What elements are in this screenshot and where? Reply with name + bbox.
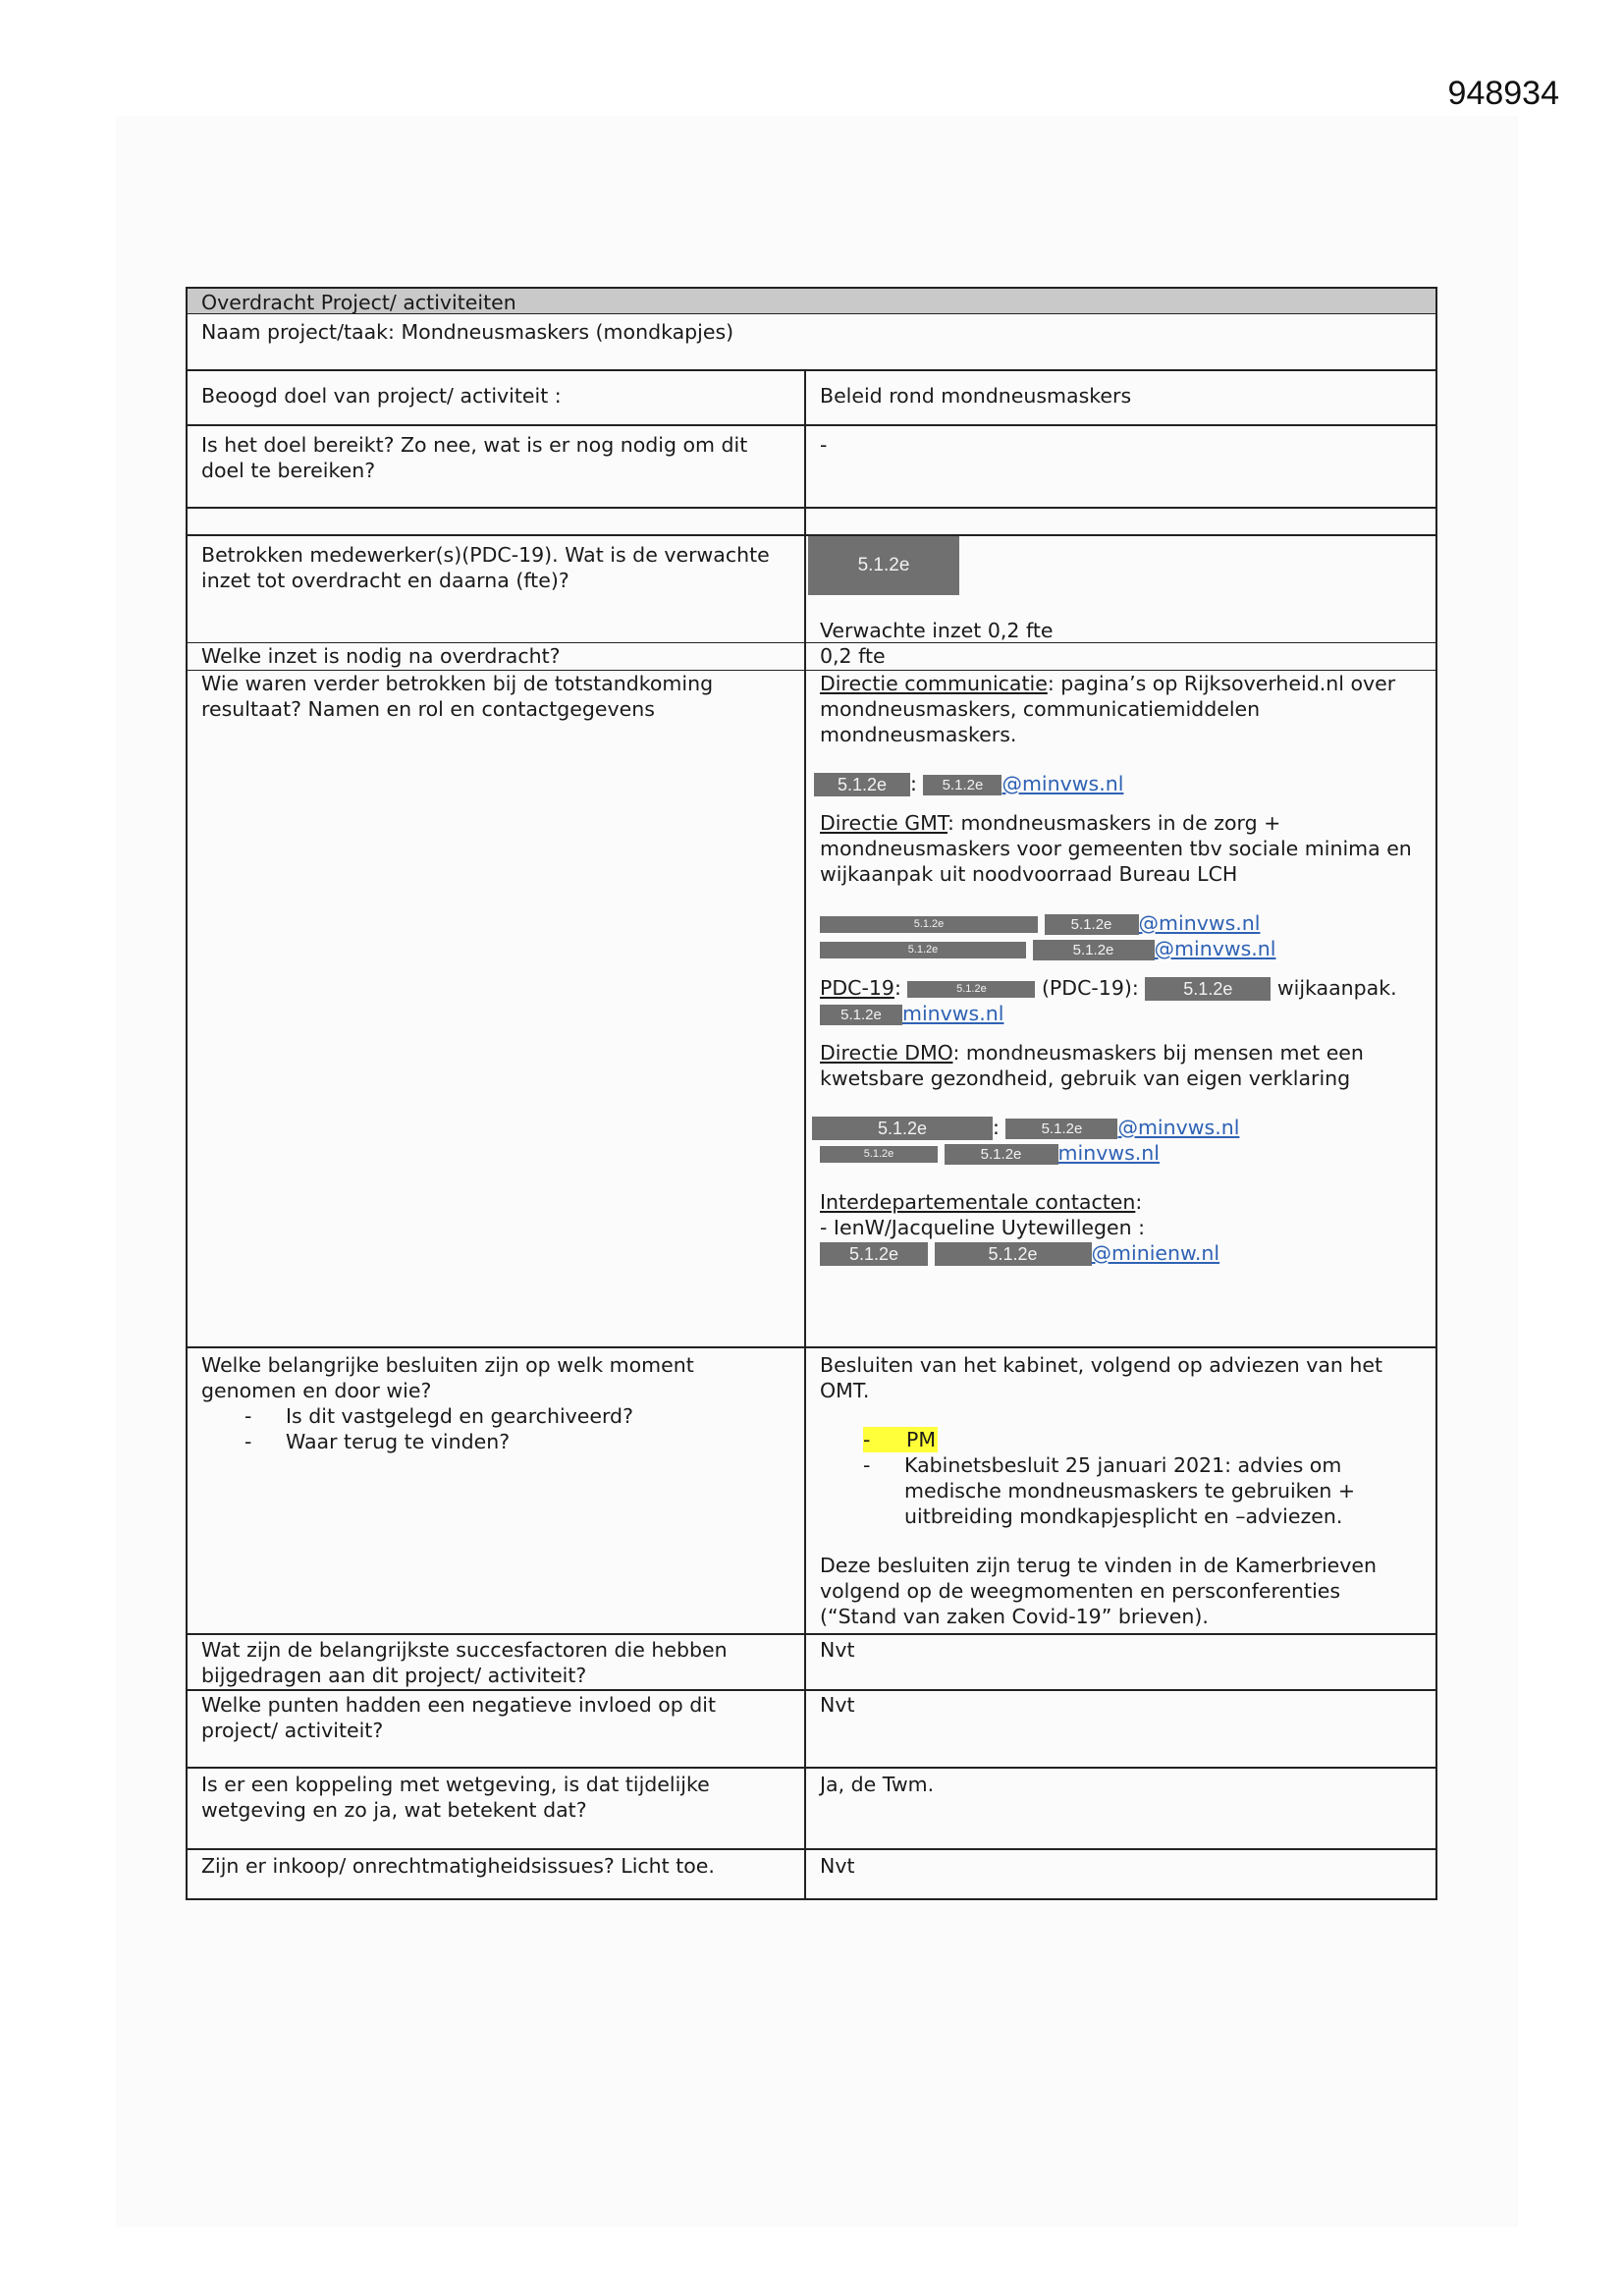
redaction-block: 5.1.2e: [812, 1117, 993, 1140]
gmt-contact-1: [820, 910, 1422, 936]
goal-answer: Beleid rond mondneusmaskers: [820, 384, 1132, 408]
gmt-block: [820, 810, 1422, 887]
procurement-answer: Nvt: [820, 1854, 855, 1878]
procurement-question: Zijn er inkoop/ onrechtmatigheidsissues? Licht toe.: [188, 1850, 806, 1898]
goal-question: Beoogd doel van project/ activiteit :: [188, 371, 806, 424]
row-empty: [188, 507, 1435, 534]
communicatie-contact: [820, 771, 1422, 796]
dmo-contact-2: [820, 1140, 1422, 1166]
decisions-answer: [806, 1348, 1435, 1633]
communicatie-block: [820, 671, 1422, 747]
gmt-email-link-1[interactable]: @minvws.nl: [1138, 911, 1261, 935]
redaction-block: 5.1.2e: [814, 773, 910, 796]
dmo-contact-1: [820, 1115, 1422, 1140]
redaction-block: 5.1.2e: [820, 942, 1026, 958]
stakeholders-answer: [806, 671, 1435, 1346]
staff-question: Betrokken medewerker(s)(PDC-19). Wat is de verwachte inzet tot overdracht en daarna (fte)?: [188, 536, 806, 642]
form-title: Overdracht Project/ activiteiten: [201, 291, 516, 314]
redaction-block: 5.1.2e: [1005, 1119, 1117, 1139]
separator-colon: :: [1135, 1190, 1143, 1214]
form-header-row: [188, 289, 1435, 313]
goal-achieved-question: Is het doel bereikt? Zo nee, wat is er nog nodig om dit doel te bereiken?: [188, 426, 806, 507]
redaction-block: 5.1.2e: [907, 981, 1035, 998]
effort-answer: 0,2 fte: [820, 644, 886, 668]
row-goal: [188, 369, 1435, 424]
separator-colon: :: [993, 1116, 1000, 1139]
interdep-line: - IenW/Jacqueline Uytewillegen :: [820, 1216, 1146, 1239]
redaction-block: 5.1.2e: [1045, 914, 1139, 935]
communicatie-email-link[interactable]: @minvws.nl: [1001, 772, 1124, 795]
redaction-block: 5.1.2e: [808, 536, 959, 595]
row-success-factors: [188, 1633, 1435, 1689]
effort-question: Welke inzet is nodig na overdracht?: [188, 643, 806, 670]
interdep-label: Interdepartementale contacten: [820, 1190, 1136, 1214]
communicatie-text: : pagina’s op Rijksoverheid.nl over mondneusmaskers, communicatiemiddelen mondneusmaskers.: [820, 672, 1396, 746]
decisions-intro: Besluiten van het kabinet, volgend op adviezen van het OMT.: [820, 1353, 1383, 1402]
document-number: 948934: [1447, 75, 1559, 112]
cabinet-decision-text: Kabinetsbesluit 25 januari 2021: advies om medische mondneusmaskers te gebruiken + uitbreiding mondkapjesplicht en –adviezen.: [904, 1453, 1356, 1528]
pdc-label: PDC-19: [820, 976, 894, 1000]
decisions-question-cell: [188, 1348, 806, 1633]
dmo-email-link-2[interactable]: minvws.nl: [1057, 1141, 1160, 1165]
interdep-contact: [820, 1240, 1422, 1266]
negative-answer: Nvt: [820, 1693, 855, 1717]
redaction-block: 5.1.2e: [820, 1005, 902, 1025]
separator-colon: :: [910, 772, 917, 795]
list-dash: -: [863, 1427, 904, 1452]
gmt-text: : mondneusmaskers in de zorg + mondneusmaskers voor gemeenten tbv sociale minima en wijkaanpak uit noodvoorraad Bureau LCH: [820, 811, 1412, 886]
pdc-contact-1: [820, 975, 1422, 1001]
stakeholders-question: Wie waren verder betrokken bij de totstandkoming resultaat? Namen en rol en contactgegevens: [188, 671, 806, 1346]
redaction-block: 5.1.2e: [1145, 977, 1271, 1001]
decisions-pm-item: [863, 1427, 1422, 1452]
success-question: Wat zijn de belangrijkste succesfactoren die hebben bijgedragen aan dit project/ activiteit?: [188, 1635, 806, 1689]
dmo-block: [820, 1040, 1422, 1091]
empty-answer-cell: [806, 509, 1435, 534]
interdep-email-link[interactable]: @minienw.nl: [1091, 1241, 1220, 1265]
staff-expected-fte: Verwachte inzet 0,2 fte: [820, 619, 1054, 642]
redaction-block: 5.1.2e: [923, 775, 1001, 795]
success-answer: Nvt: [820, 1638, 855, 1662]
redaction-block: 5.1.2e: [935, 1242, 1092, 1266]
row-staff: [188, 534, 1435, 642]
row-stakeholders: [188, 670, 1435, 1346]
decisions-cabinet-item: [863, 1452, 1422, 1529]
staff-answer: [806, 536, 1435, 642]
dmo-email-link-1[interactable]: @minvws.nl: [1117, 1116, 1240, 1139]
decisions-outro: Deze besluiten zijn terug te vinden in de Kamerbrieven volgend op de weegmomenten en persconferenties (“Stand van zaken Covid-19” brieven).: [820, 1554, 1378, 1628]
row-goal-achieved: [188, 424, 1435, 507]
gmt-label: Directie GMT: [820, 811, 948, 835]
decisions-subquestion: - Is dit vastgelegd en gearchiveerd?: [244, 1403, 790, 1429]
decisions-subquestions: [244, 1403, 790, 1454]
separator-colon: :: [893, 976, 901, 1000]
handover-form-table: [186, 287, 1437, 1900]
legislation-answer: Ja, de Twm.: [820, 1773, 935, 1796]
list-dash: -: [863, 1453, 871, 1477]
redaction-block: 5.1.2e: [1033, 940, 1155, 960]
project-name: Naam project/taak: Mondneusmaskers (mondkapjes): [201, 320, 734, 344]
empty-question-cell: [188, 509, 806, 534]
redaction-block: 5.1.2e: [945, 1144, 1058, 1165]
pdc-email-link[interactable]: minvws.nl: [902, 1002, 1004, 1025]
decisions-subquestion: - Waar terug te vinden?: [244, 1429, 790, 1454]
pdc-contact-2: [820, 1001, 1422, 1026]
legislation-question: Is er een koppeling met wetgeving, is dat tijdelijke wetgeving en zo ja, wat betekent dat?: [188, 1769, 806, 1848]
gmt-contact-2: [820, 936, 1422, 961]
communicatie-label: Directie communicatie: [820, 672, 1048, 695]
redaction-block: 5.1.2e: [820, 916, 1038, 933]
row-procurement: [188, 1848, 1435, 1898]
pdc-middle-text: (PDC-19):: [1041, 976, 1139, 1000]
redaction-block: 5.1.2e: [820, 1242, 928, 1266]
redaction-block: 5.1.2e: [820, 1146, 938, 1163]
dmo-text: : mondneusmaskers bij mensen met een kwetsbare gezondheid, gebruik van eigen verklaring: [820, 1041, 1364, 1090]
gmt-email-link-2[interactable]: @minvws.nl: [1154, 937, 1276, 960]
interdep-block: [820, 1189, 1422, 1215]
row-negative-factors: [188, 1689, 1435, 1767]
row-legislation: [188, 1767, 1435, 1848]
pm-highlight: PM: [906, 1428, 937, 1451]
goal-achieved-answer: -: [820, 433, 828, 457]
decisions-question: Welke belangrijke besluiten zijn op welk moment genomen en door wie?: [201, 1353, 694, 1402]
dmo-label: Directie DMO: [820, 1041, 953, 1065]
negative-question: Welke punten hadden een negatieve invloed op dit project/ activiteit?: [188, 1691, 806, 1767]
row-decisions: [188, 1346, 1435, 1633]
row-effort: [188, 642, 1435, 670]
project-name-row: [188, 313, 1435, 369]
pdc-tail-text: wijkaanpak.: [1276, 976, 1397, 1000]
